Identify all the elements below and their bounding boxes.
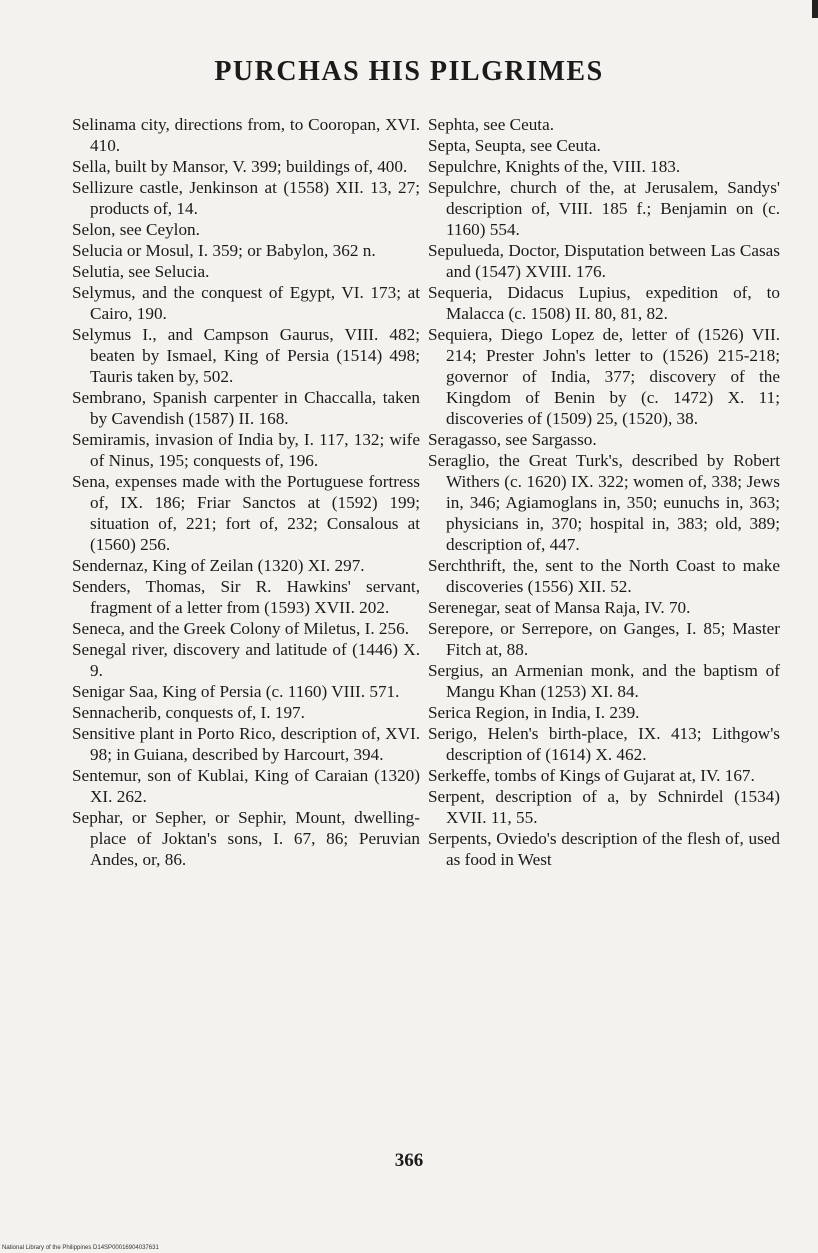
index-entry: Senigar Saa, King of Persia (c. 1160) VIII. 571. [72,682,400,701]
index-entry: Serpents, Oviedo's description of the flesh of, used as food in West [428,829,780,869]
index-entry: Serica Region, in India, I. 239. [428,703,640,722]
index-entry: Serigo, Helen's birth-place, IX. 413; Lithgow's description of (1614) X. 462. [428,724,780,764]
index-entry: Selymus I., and Campson Gaurus, VIII. 482; beaten by Ismael, King of Persia (1514) 498; Tauris taken by, 502. [72,325,420,386]
index-entry: Sendernaz, King of Zeilan (1320) XI. 297. [72,556,365,575]
index-entry: Selinama city, directions from, to Cooropan, XVI. 410. [72,115,420,155]
index-entry: Sella, built by Mansor, V. 399; buildings of, 400. [72,157,408,176]
index-column-right [428,114,780,870]
index-entry: Seneca, and the Greek Colony of Miletus, I. 256. [72,619,409,638]
index-entry: Sepulueda, Doctor, Disputation between Las Casas and (1547) XVIII. 176. [428,241,780,281]
index-entry: Sepulchre, Knights of the, VIII. 183. [428,157,681,176]
index-entry: Senegal river, discovery and latitude of (1446) X. 9. [72,640,420,680]
index-entry: Sena, expenses made with the Portuguese fortress of, IX. 186; Friar Sanctos at (1592) 199; situation of, 221; fort of, 232; Consalous at (1560) 256. [72,472,420,554]
index-entry: Serkeffe, tombs of Kings of Gujarat at, IV. 167. [428,766,755,785]
index-entry: Selutia, see Selucia. [72,262,210,281]
index-entry: Sembrano, Spanish carpenter in Chaccalla, taken by Cavendish (1587) II. 168. [72,388,420,428]
index-entry: Sennacherib, conquests of, I. 197. [72,703,305,722]
index-entry: Septa, Seupta, see Ceuta. [428,136,601,155]
page-title: PURCHAS HIS PILGRIMES [214,56,604,87]
index-entry: Selon, see Ceylon. [72,220,200,239]
index-entry: Serpent, description of a, by Schnirdel (1534) XVII. 11, 55. [428,787,780,827]
index-entry: Semiramis, invasion of India by, I. 117, 132; wife of Ninus, 195; conquests of, 196. [72,430,420,470]
index-entry: Serepore, or Serrepore, on Ganges, I. 85; Master Fitch at, 88. [428,619,780,659]
scan-edge-mark [812,0,818,18]
index-entry: Sequeria, Didacus Lupius, expedition of, to Malacca (c. 1508) II. 80, 81, 82. [428,283,780,323]
index-entry: Sensitive plant in Porto Rico, description of, XVI. 98; in Guiana, described by Harcourt, 394. [72,724,420,764]
index-entry: Seraglio, the Great Turk's, described by Robert Withers (c. 1620) IX. 322; women of, 338; Jews in, 346; Agiamoglans in, 350; eunuchs in, 363; physicians in, 370; hospital in, 383; old, 389; description of, 447. [428,451,780,554]
index-entry: Senders, Thomas, Sir R. Hawkins' servant, fragment of a letter from (1593) XVII. 202. [72,577,420,617]
page-number: 366 [394,1150,424,1171]
index-entry: Sephta, see Ceuta. [428,115,555,134]
index-column-left [72,114,420,870]
index-entry: Sequiera, Diego Lopez de, letter of (1526) VII. 214; Prester John's letter to (1526) 215-218; governor of India, 377; discovery of the Kingdom of Benin by (c. 1472) X. 11; discoveries of (1509) 25, (1520), 38. [428,325,780,428]
index-entry: Sepulchre, church of the, at Jerusalem, Sandys' description of, VIII. 185 f.; Benjamin on (c. 1160) 554. [428,178,780,239]
index-entry: Seragasso, see Sargasso. [428,430,597,449]
index-entry: Sephar, or Sepher, or Sephir, Mount, dwelling-place of Joktan's sons, I. 67, 86; Peruvian Andes, or, 86. [72,808,420,869]
index-entry: Serchthrift, the, sent to the North Coast to make discoveries (1556) XII. 52. [428,556,780,596]
index-entry: Sergius, an Armenian monk, and the baptism of Mangu Khan (1253) XI. 84. [428,661,780,701]
index-entry: Serenegar, seat of Mansa Raja, IV. 70. [428,598,691,617]
index-entry: Sellizure castle, Jenkinson at (1558) XII. 13, 27; products of, 14. [72,178,420,218]
index-entry: Selucia or Mosul, I. 359; or Babylon, 362 n. [72,241,376,260]
footer-credit: National Library of the Philippines D14SP00016904037631 [2,1245,159,1251]
index-entry: Sentemur, son of Kublai, King of Caraian (1320) XI. 262. [72,766,420,806]
index-entry: Selymus, and the conquest of Egypt, VI. 173; at Cairo, 190. [72,283,420,323]
